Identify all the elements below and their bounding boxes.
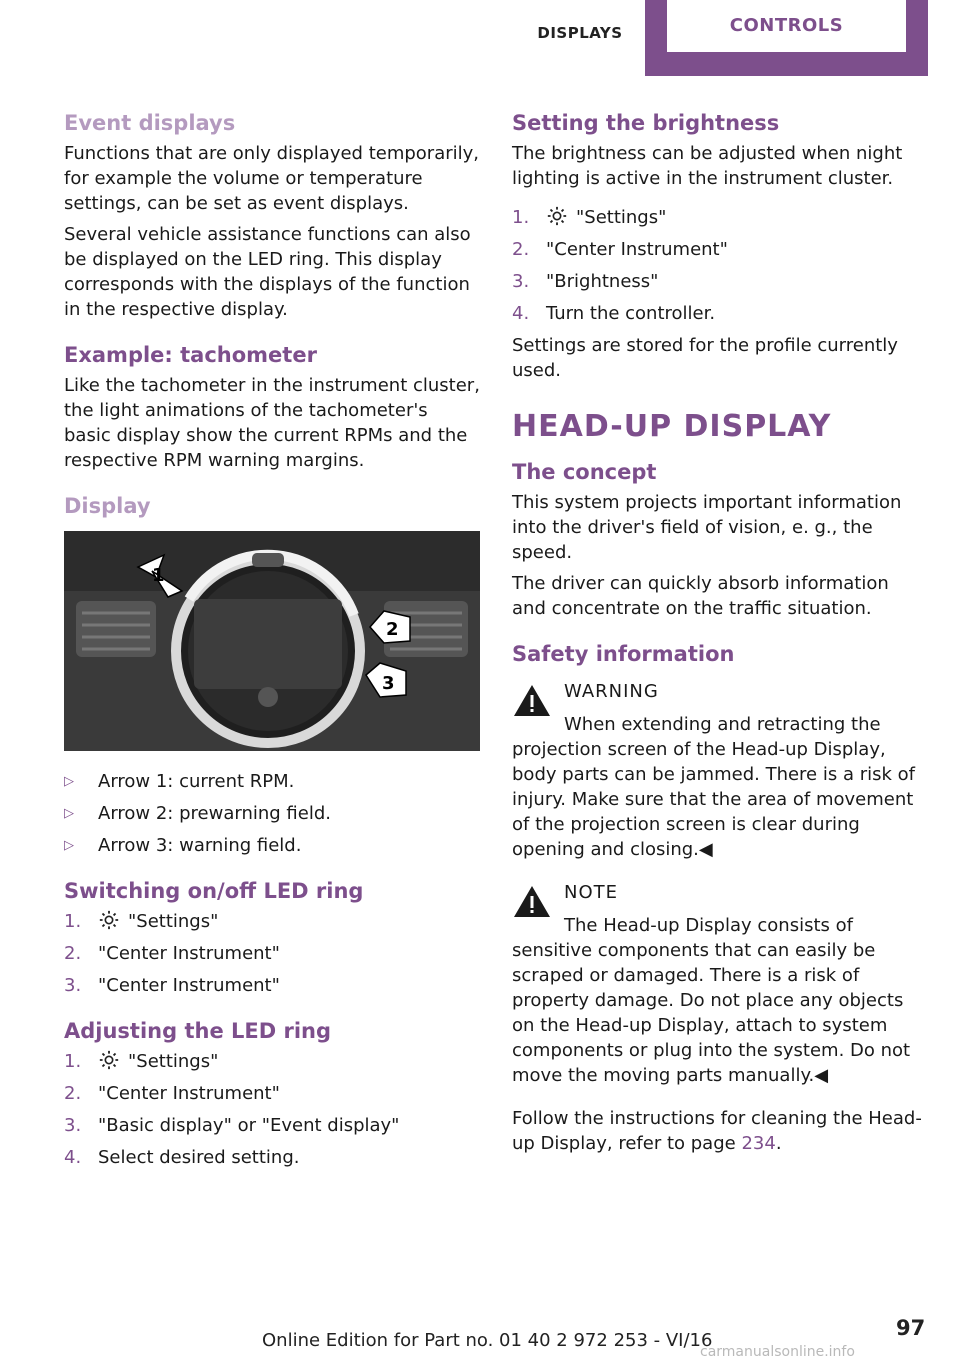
event-displays-paragraph-1: Functions that are only displayed temporarily, for example the volume or temperature settings, can be set as event displays.	[64, 143, 480, 214]
arrow-list	[64, 769, 480, 858]
triangle-bullet-icon: ▷	[64, 806, 74, 821]
watermark: carmanualsonline.info	[700, 1344, 855, 1360]
triangle-bullet-icon: ▷	[64, 838, 74, 853]
list-item: 1. "Settings"	[64, 911, 219, 932]
warning-block	[512, 679, 928, 862]
list-item: 4. Turn the controller.	[512, 303, 716, 324]
switching-led-ring-heading: Switching on/off LED ring	[64, 879, 364, 903]
tachometer-heading: Example: tachometer	[64, 343, 317, 367]
follow-instructions-paragraph: Follow the instructions for cleaning the Head-up Display, refer to page 234.	[512, 1108, 922, 1154]
page-234-link[interactable]: 234	[741, 1133, 776, 1154]
note-text: The Head-up Display consists of sensitive components that can easily be scraped or damaged. There is a risk of property damage. Do not place any objects on the Head-up Display, attach to system components or plug into the system. Do not move the moving parts manually.◀	[512, 915, 911, 1086]
gear-icon	[546, 205, 568, 227]
concept-paragraph-1: This system projects important information into the driver's field of vision, e. g., the speed.	[512, 492, 902, 563]
note-label: NOTE	[564, 882, 619, 903]
gear-icon	[98, 909, 120, 931]
list-item: 1. "Settings"	[64, 1051, 219, 1072]
note-block	[512, 880, 928, 1088]
tachometer-paragraph: Like the tachometer in the instrument cluster, the light animations of the tachometer's basic display show the current RPMs and the respective RPM warning margins.	[64, 375, 480, 471]
warning-triangle-icon	[512, 683, 552, 719]
warning-text: When extending and retracting the projection screen of the Head-up Display, body parts can be jammed. There is a risk of injury. Make sure that the area of movement of the projection screen is clear during opening and closing.◀	[512, 714, 915, 860]
header-tab-label: CONTROLS	[667, 0, 906, 52]
header-tab	[645, 0, 928, 76]
list-item: ▷ Arrow 3: warning field.	[64, 835, 302, 856]
brightness-paragraph-2: Settings are stored for the profile currently used.	[512, 335, 898, 381]
head-up-display-heading: HEAD-UP DISPLAY	[512, 409, 832, 444]
list-item: 2. "Center Instrument"	[64, 1083, 280, 1104]
concept-heading: The concept	[512, 460, 657, 484]
list-item: ▷ Arrow 2: prewarning field.	[64, 803, 331, 824]
list-item: 4. Select desired setting.	[64, 1147, 300, 1168]
triangle-bullet-icon: ▷	[64, 774, 74, 789]
list-item: 3. "Brightness"	[512, 271, 659, 292]
warning-triangle-icon	[512, 884, 552, 920]
display-heading: Display	[64, 494, 151, 518]
list-item: ▷ Arrow 1: current RPM.	[64, 771, 295, 792]
adjusting-steps	[64, 1049, 480, 1170]
brightness-steps	[512, 205, 928, 326]
figure-label-2: 2	[386, 619, 399, 640]
right-column	[512, 108, 928, 1162]
figure-label-1: 1	[152, 565, 165, 586]
gear-icon	[98, 1049, 120, 1071]
brightness-heading: Setting the brightness	[512, 111, 780, 135]
footer-edition: Online Edition for Part no. 01 40 2 972 253 - VI/16	[262, 1330, 713, 1351]
event-displays-heading: Event displays	[64, 111, 236, 135]
brightness-paragraph: The brightness can be adjusted when night lighting is active in the instrument cluster.	[512, 143, 903, 189]
page-number: 97	[896, 1316, 926, 1340]
list-item: 3. "Center Instrument"	[64, 975, 280, 996]
list-item: 3. "Basic display" or "Event display"	[64, 1115, 400, 1136]
switching-steps	[64, 909, 480, 998]
list-item: 1. "Settings"	[512, 207, 667, 228]
adjusting-led-ring-heading: Adjusting the LED ring	[64, 1019, 332, 1043]
figure-label-3: 3	[382, 673, 395, 694]
list-item: 2. "Center Instrument"	[512, 239, 728, 260]
warning-label: WARNING	[564, 681, 659, 702]
left-column	[64, 108, 480, 1177]
list-item: 2. "Center Instrument"	[64, 943, 280, 964]
safety-information-heading: Safety information	[512, 642, 735, 666]
header-section-label: DISPLAYS	[537, 24, 623, 42]
concept-paragraph-2: The driver can quickly absorb information and concentrate on the traffic situation.	[512, 573, 889, 619]
led-ring-figure	[64, 531, 480, 751]
event-displays-paragraph-2: Several vehicle assistance functions can also be displayed on the LED ring. This display corresponds with the displays of the function in the respective display.	[64, 224, 471, 320]
